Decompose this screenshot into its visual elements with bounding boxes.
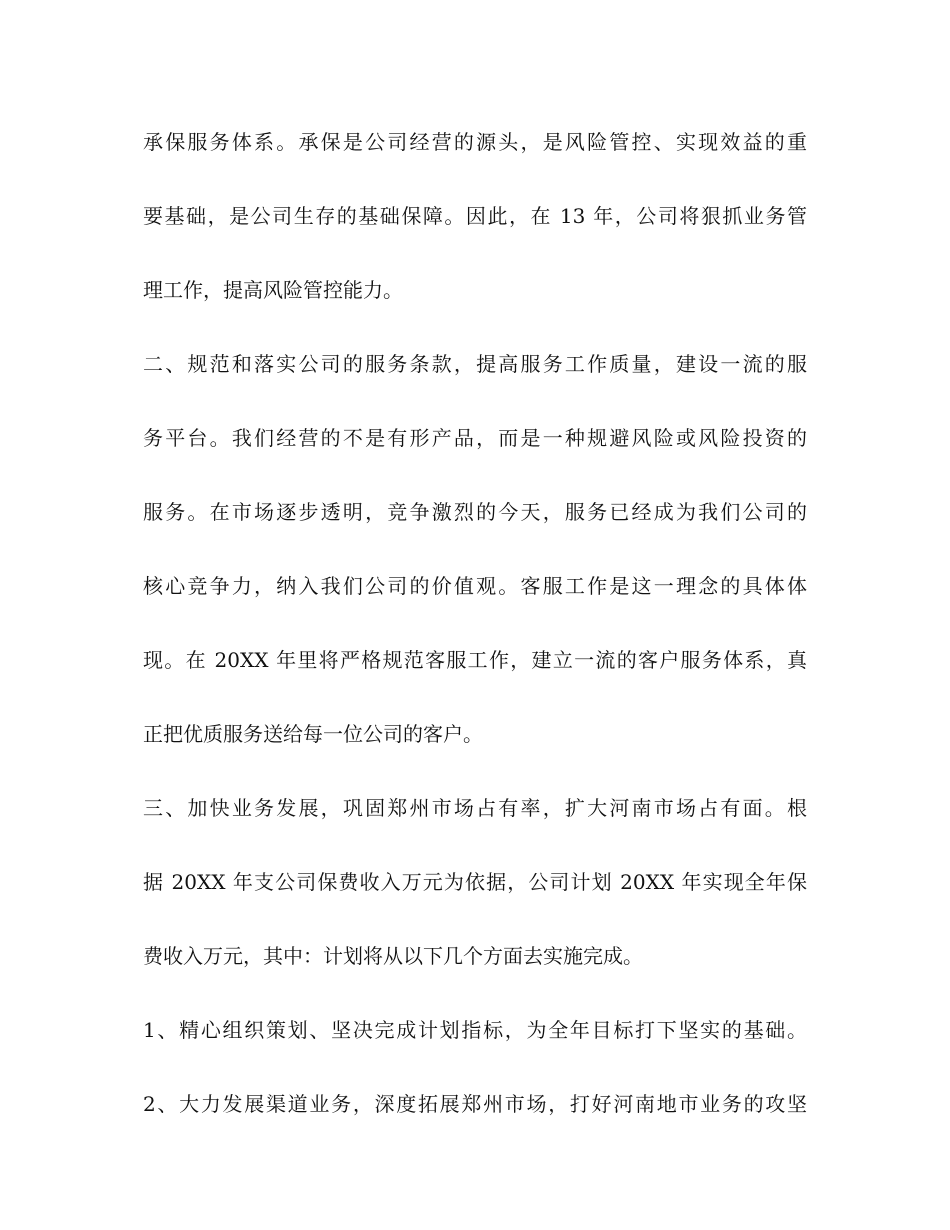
- text-line: 服务。在市场逐步透明，竞争激烈的今天，服务已经成为我们公司的: [143, 500, 807, 524]
- text-line: 2、大力发展渠道业务，深度拓展郑州市场，打好河南地市业务的攻坚: [143, 1092, 807, 1116]
- text-line: 要基础，是公司生存的基础保障。因此，在 13 年，公司将狠抓业务管: [143, 204, 807, 228]
- text-line: 理工作，提高风险管控能力。: [143, 278, 403, 302]
- text-line: 费收入万元，其中：计划将从以下几个方面去实施完成。: [143, 944, 643, 968]
- text-line: 承保服务体系。承保是公司经营的源头，是风险管控、实现效益的重: [143, 130, 807, 154]
- text-line: 务平台。我们经营的不是有形产品，而是一种规避风险或风险投资的: [143, 426, 807, 450]
- text-line: 正把优质服务送给每一位公司的客户。: [143, 722, 483, 746]
- text-line: 二、规范和落实公司的服务条款，提高服务工作质量，建设一流的服: [143, 352, 807, 376]
- text-line: 据 20XX 年支公司保费收入万元为依据，公司计划 20XX 年实现全年保: [143, 870, 807, 894]
- text-line: 核心竞争力，纳入我们公司的价值观。客服工作是这一理念的具体体: [143, 574, 807, 598]
- text-line: 现。在 20XX 年里将严格规范客服工作，建立一流的客户服务体系，真: [143, 648, 807, 672]
- text-line: 1、精心组织策划、坚决完成计划指标，为全年目标打下坚实的基础。: [143, 1018, 807, 1042]
- document-body: [143, 118, 807, 1154]
- text-line: 三、加快业务发展，巩固郑州市场占有率，扩大河南市场占有面。根: [143, 796, 807, 820]
